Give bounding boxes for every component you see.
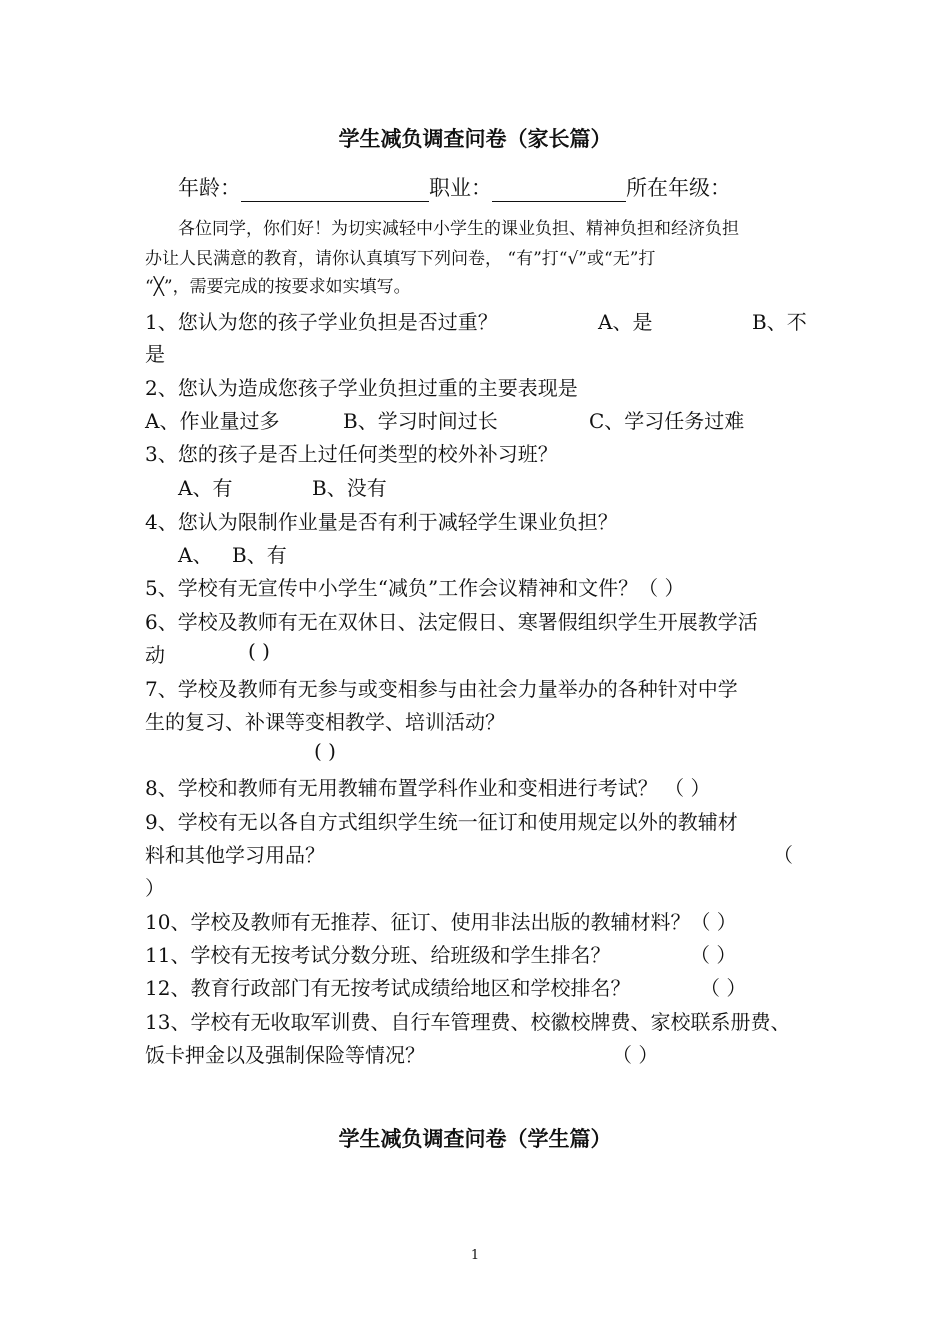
q9-answer-paren-close: ）	[145, 876, 165, 900]
question-13: 13、学校有无收取军训费、自行车管理费、校徽校牌费、家校联系册费、	[145, 1010, 791, 1034]
question-7: 7、学校及教师有无参与或变相参与由社会力量举办的各种针对中学	[145, 677, 738, 701]
q2-option-c: C、学习任务过难	[589, 409, 745, 433]
q1-option-a: A、是	[598, 310, 653, 334]
question-6: 6、学校及教师有无在双休日、法定假日、寒署假组织学生开展教学活	[145, 610, 758, 634]
question-1: 1、您认为您的孩子学业负担是否过重？	[145, 310, 498, 334]
page-title: 学生减负调查问卷（家长篇）	[338, 127, 612, 151]
question-10: 10、学校及教师有无推荐、征订、使用非法出版的教辅材料？（ ）	[145, 910, 737, 934]
q3-option-a: A、有	[178, 476, 233, 500]
intro-line: “╳”，需要完成的按要求如实填写。	[145, 277, 411, 297]
question-4: 4、您认为限制作业量是否有利于减轻学生课业负担？	[145, 510, 618, 534]
job-label: 职业：	[429, 176, 492, 200]
q4-option-a: A、	[178, 543, 213, 567]
intro-line: 各位同学，你们好！为切实减轻中小学生的课业负担、精神负担和经济负担	[178, 219, 739, 239]
age-label: 年龄：	[178, 176, 241, 200]
page-number: 1	[470, 1248, 480, 1263]
question-2: 2、您认为造成您孩子学业负担过重的主要表现是	[145, 376, 578, 400]
info-line	[178, 172, 731, 202]
q11-answer-paren: （ ）	[690, 943, 737, 967]
q6-answer-paren: ( )	[248, 639, 270, 663]
question-6-cont: 动	[145, 643, 165, 667]
question-12: 12、教育行政部门有无按考试成绩给地区和学校排名？	[145, 976, 631, 1000]
intro-line: 办让人民满意的教育，请你认真填写下列问卷， “有”打“√”或“无”打	[145, 249, 656, 269]
q9-answer-paren-open: （	[773, 843, 793, 867]
q2-option-b: B、学习时间过长	[343, 409, 498, 433]
q13-answer-paren: （ ）	[612, 1043, 659, 1067]
question-7-cont: 生的复习、补课等变相教学、培训活动？	[145, 710, 505, 734]
q1-option-b: B、不	[752, 310, 807, 334]
section-title: 学生减负调查问卷（学生篇）	[338, 1127, 612, 1151]
question-9: 9、学校有无以各自方式组织学生统一征订和使用规定以外的教辅材	[145, 810, 738, 834]
q1-option-b-wrap: 是	[145, 342, 165, 366]
age-field[interactable]	[241, 179, 429, 202]
q2-option-a: A、作业量过多	[145, 409, 280, 433]
job-field[interactable]	[492, 179, 626, 202]
question-5: 5、学校有无宣传中小学生“减负”工作会议精神和文件？（ ）	[145, 576, 685, 600]
q4-option-b: B、有	[232, 543, 287, 567]
grade-label: 所在年级：	[626, 176, 731, 200]
q3-option-b: B、没有	[312, 476, 387, 500]
question-8: 8、学校和教师有无用教辅布置学科作业和变相进行考试？ （ ）	[145, 776, 711, 800]
question-3: 3、您的孩子是否上过任何类型的校外补习班？	[145, 442, 558, 466]
q7-answer-paren: ( )	[314, 739, 336, 763]
question-11: 11、学校有无按考试分数分班、给班级和学生排名？	[145, 943, 611, 967]
q12-answer-paren: （ ）	[700, 976, 747, 1000]
question-13-cont: 饭卡押金以及强制保险等情况？	[145, 1043, 425, 1067]
question-9-cont: 料和其他学习用品？	[145, 843, 325, 867]
